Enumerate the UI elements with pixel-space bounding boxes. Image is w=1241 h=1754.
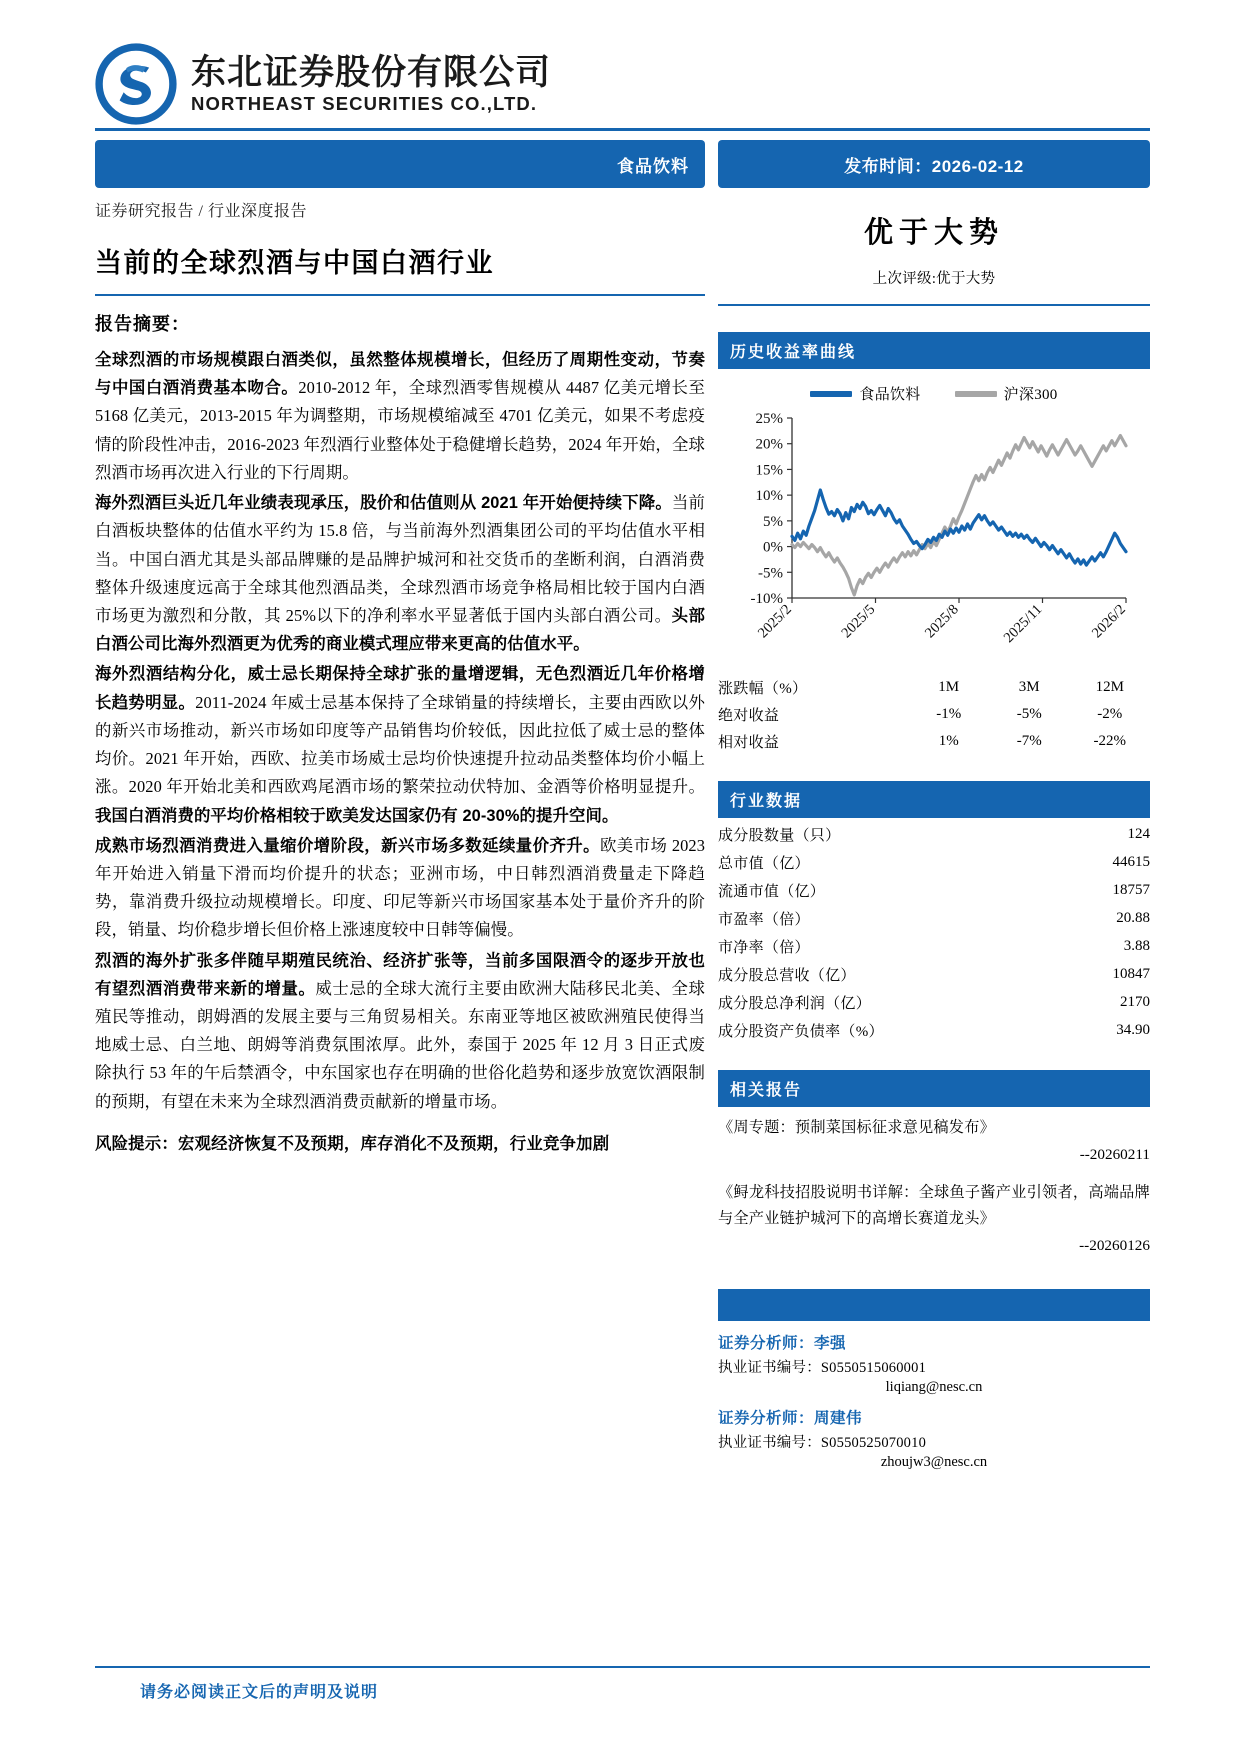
chart-plot-area: [734, 410, 1134, 660]
x-axis-tick-label: 2026/2: [1089, 601, 1129, 642]
table-row: [718, 728, 1150, 755]
page-title: 当前的全球烈酒与中国白酒行业: [95, 248, 494, 278]
absolute-return-12m: -2%: [1097, 706, 1123, 722]
summary-heading: 报告摘要：: [95, 314, 190, 334]
returns-header-3m: 3M: [1018, 679, 1040, 695]
paragraph-body: 2010-2012 年，全球烈酒零售规模从 4487 亿美元增长至 5168 亿美元，2013-2015 年为调整期，市场规模缩减至 4701 亿美元，如果不考虑疫情的阶段性冲击，2016-2023 年烈酒行业整体处于稳健增长趋势，2024 年开始，全球烈酒市场再次进入行业的下行周期。: [95, 378, 705, 482]
sector-label: 食品饮料: [617, 156, 689, 176]
y-axis-tick-label: -10%: [750, 591, 783, 607]
industry-metric-label: 成分股总营收（亿）: [718, 967, 856, 984]
previous-rating: 上次评级:优于大势: [872, 271, 996, 287]
industry-metric-label: 成分股总净利润（亿）: [718, 995, 872, 1012]
x-axis-tick-label: 2025/2: [755, 601, 795, 642]
table-row: [718, 904, 1150, 932]
table-row: [718, 701, 1150, 728]
main-content-column: [95, 198, 705, 1158]
header-divider: [95, 128, 1150, 131]
publish-date-banner: [718, 140, 1150, 188]
table-row: [718, 848, 1150, 876]
report-kicker: 证券研究报告 / 行业深度报告: [95, 203, 307, 220]
industry-metric-value: 44615: [1112, 853, 1150, 870]
industry-metric-value: 3.88: [1123, 937, 1150, 954]
title-divider: [95, 294, 705, 296]
relative-return-label: 相对收益: [718, 735, 780, 751]
paragraph-body: 当前白酒板块整体的估值水平约为 15.8 倍，与当前海外烈酒集团公司的平均估值水平相当。中国白酒尤其是头部品牌赚的是品牌护城河和社交货币的垄断利润，白酒消费整体升级速度远高于全球其他烈酒品类，全球烈酒市场竞争格局相比较于国内白酒市场更为激烈和分散，其 25%以下的净利率水平显著低于国内头部白酒公司。: [95, 493, 705, 625]
legend-label: 沪深300: [1003, 387, 1058, 403]
industry-metric-value: 124: [1127, 825, 1150, 842]
rating-badge: 优于大势: [863, 217, 1004, 249]
sidebar-divider: [718, 304, 1150, 306]
table-row: [718, 988, 1150, 1016]
legend-swatch-icon: [810, 391, 852, 397]
returns-table: [718, 674, 1150, 755]
analyst-license: 执业证书编号：S0550515060001: [718, 1359, 927, 1376]
industry-metric-value: 18757: [1112, 881, 1150, 898]
analyst-entry: [718, 1331, 1150, 1396]
paragraph-body: 欧美市场 2023 年开始进入销量下滑而均价提升的状态；亚洲市场，中日韩烈酒消费量走下降趋势，靠消费升级拉动规模增长。印度、印尼等新兴市场国家基本处于量价齐升的阶段，销量、均价稳步增长但价格上涨速度较中日韩等偏慢。: [95, 835, 705, 940]
absolute-return-3m: -5%: [1016, 706, 1042, 722]
industry-metric-value: 34.90: [1116, 1021, 1150, 1038]
risk-disclosure: 风险提示：宏观经济恢复不及预期，库存消化不及预期，行业竞争加剧: [95, 1134, 610, 1153]
related-report-title[interactable]: 《周专题：预制菜国标征求意见稿发布》: [718, 1119, 995, 1136]
paragraph-tail: 我国白酒消费的平均价格相较于欧美发达国家仍有 20-30%的提升空间。: [95, 806, 619, 825]
table-row: [718, 876, 1150, 904]
industry-metric-label: 总市值（亿）: [718, 855, 810, 872]
footer-divider: [95, 1666, 1150, 1668]
x-axis-tick-label: 2025/11: [1000, 601, 1046, 647]
table-row: [718, 932, 1150, 960]
paragraph-lead: 全球烈酒的市场规模跟白酒类似，虽然整体规模增长，但经历了周期性变动，节奏与中国白酒消费基本吻合。: [95, 351, 705, 398]
summary-paragraph: [95, 947, 705, 1116]
related-reports-panel-title: 相关报告: [718, 1070, 1150, 1107]
company-name-en: NORTHEAST SECURITIES CO.,LTD.: [191, 92, 538, 114]
y-axis-tick-label: 10%: [755, 488, 783, 505]
table-row: [718, 960, 1150, 988]
legend-swatch-icon: [955, 391, 997, 397]
analyst-name: 证券分析师：周建伟: [718, 1409, 863, 1427]
industry-metric-label: 市净率（倍）: [718, 939, 810, 956]
sector-banner: [95, 140, 705, 188]
table-row: [718, 674, 1150, 701]
sidebar-column: [718, 198, 1150, 1471]
chart-series-line: [792, 490, 1126, 565]
table-row: [718, 820, 1150, 848]
analyst-license: 执业证书编号：S0550525070010: [718, 1434, 927, 1451]
paragraph-lead: 海外烈酒结构分化，威士忌长期保持全球扩张的量增逻辑，无色烈酒近几年价格增长趋势明显。: [95, 665, 705, 712]
company-logo-icon: [95, 43, 177, 125]
related-report-date: --20260126: [1079, 1236, 1150, 1254]
history-return-chart: [718, 369, 1150, 664]
analyst-panel-bar: [718, 1289, 1150, 1321]
x-axis-tick-label: 2025/8: [922, 601, 962, 642]
masthead: [95, 38, 1150, 130]
publish-date-label: 发布时间：2026-02-12: [844, 156, 1024, 176]
paragraph-body: 威士忌的全球大流行主要由欧洲大陆移民北美、全球殖民等推动，朗姆酒的发展主要与三角贸易相关。东南亚等地区被欧洲殖民使得当地威士忌、白兰地、朗姆等消费氛围浓厚。此外，泰国于 2025 年 12 月 3 日正式废除执行 53 年的午后禁酒令，中东国家也存在明确的世俗化趋势和逐步放宽饮酒限制的预期，有望在未来为全球烈酒消费贡献新的增量市场。: [95, 978, 705, 1111]
relative-return-12m: -22%: [1093, 733, 1126, 749]
industry-metric-label: 成分股资产负债率（%）: [718, 1023, 884, 1040]
industry-metric-label: 成分股数量（只）: [718, 827, 841, 844]
logo-wordmark: [191, 52, 552, 114]
relative-return-1m: 1%: [938, 733, 959, 749]
absolute-return-label: 绝对收益: [718, 708, 780, 724]
summary-paragraph: [95, 346, 705, 487]
paragraph-tail: 头部白酒公司比海外烈酒更为优秀的商业模式理应带来更高的估值水平。: [95, 606, 705, 654]
returns-header-12m: 12M: [1095, 679, 1124, 695]
analyst-email[interactable]: liqiang@nesc.cn: [885, 1378, 983, 1395]
legend-item: [810, 383, 920, 404]
returns-header-label: 涨跌幅（%）: [718, 681, 808, 697]
returns-header-1m: 1M: [938, 679, 960, 695]
summary-paragraph: [95, 832, 705, 945]
table-row: [718, 1016, 1150, 1044]
y-axis-tick-label: 5%: [763, 513, 783, 530]
paragraph-lead: 成熟市场烈酒消费进入量缩价增阶段，新兴市场多数延续量价齐升。: [95, 836, 600, 855]
summary-paragraph: [95, 660, 705, 829]
paragraph-lead: 烈酒的海外扩张多伴随早期殖民统治、经济扩张等，当前多国限酒令的逐步开放也有望烈酒消费带来新的增量。: [95, 951, 705, 998]
industry-metric-value: 10847: [1112, 965, 1150, 982]
legend-label: 食品饮料: [859, 387, 921, 403]
analyst-name: 证券分析师：李强: [718, 1334, 847, 1352]
industry-metric-label: 市盈率（倍）: [718, 911, 810, 928]
industry-metric-value: 20.88: [1116, 909, 1150, 926]
chart-legend: [718, 383, 1150, 404]
industry-data-table: [718, 820, 1150, 1044]
chart-panel-title: 历史收益率曲线: [718, 332, 1150, 369]
y-axis-tick-label: 0%: [763, 539, 783, 556]
related-report-date: --20260211: [1079, 1145, 1150, 1163]
analyst-email[interactable]: zhoujw3@nesc.cn: [880, 1453, 988, 1470]
company-name-cn: 东北证券股份有限公司: [191, 52, 552, 92]
legend-item: [955, 383, 1058, 404]
footer-disclaimer: 请务必阅读正文后的声明及说明: [140, 1684, 379, 1701]
y-axis-tick-label: 20%: [755, 436, 783, 453]
y-axis-tick-label: 15%: [755, 462, 783, 479]
industry-metric-value: 2170: [1120, 993, 1150, 1010]
absolute-return-1m: -1%: [936, 706, 962, 722]
industry-metric-label: 流通市值（亿）: [718, 883, 826, 900]
summary-paragraph: [95, 489, 705, 658]
paragraph-lead: 海外烈酒巨头近几年业绩表现承压，股价和估值则从 2021 年开始便持续下降。: [95, 494, 672, 513]
y-axis-tick-label: -5%: [758, 565, 783, 582]
x-axis-tick-label: 2025/5: [838, 601, 879, 642]
relative-return-3m: -7%: [1016, 733, 1042, 749]
industry-panel-title: 行业数据: [718, 781, 1150, 818]
paragraph-body: 2011-2024 年威士忌基本保持了全球销量的持续增长，主要由西欧以外的新兴市场推动，新兴市场如印度等产品销售均价较低，因此拉低了威士忌的整体均价。2021 年开始，西欧、拉美市场威士忌均价快速提升拉动品类整体均价小幅上涨。2020 年开始北美和西欧鸡尾酒市场的繁荣拉动伏特加、金酒等价格明显提升。: [95, 692, 705, 797]
related-report-title[interactable]: 《鲟龙科技招股说明书详解：全球鱼子酱产业引领者，高端品牌与全产业链护城河下的高增长赛道龙头》: [718, 1183, 1150, 1228]
analyst-entry: [718, 1406, 1150, 1471]
y-axis-tick-label: 25%: [755, 411, 783, 427]
